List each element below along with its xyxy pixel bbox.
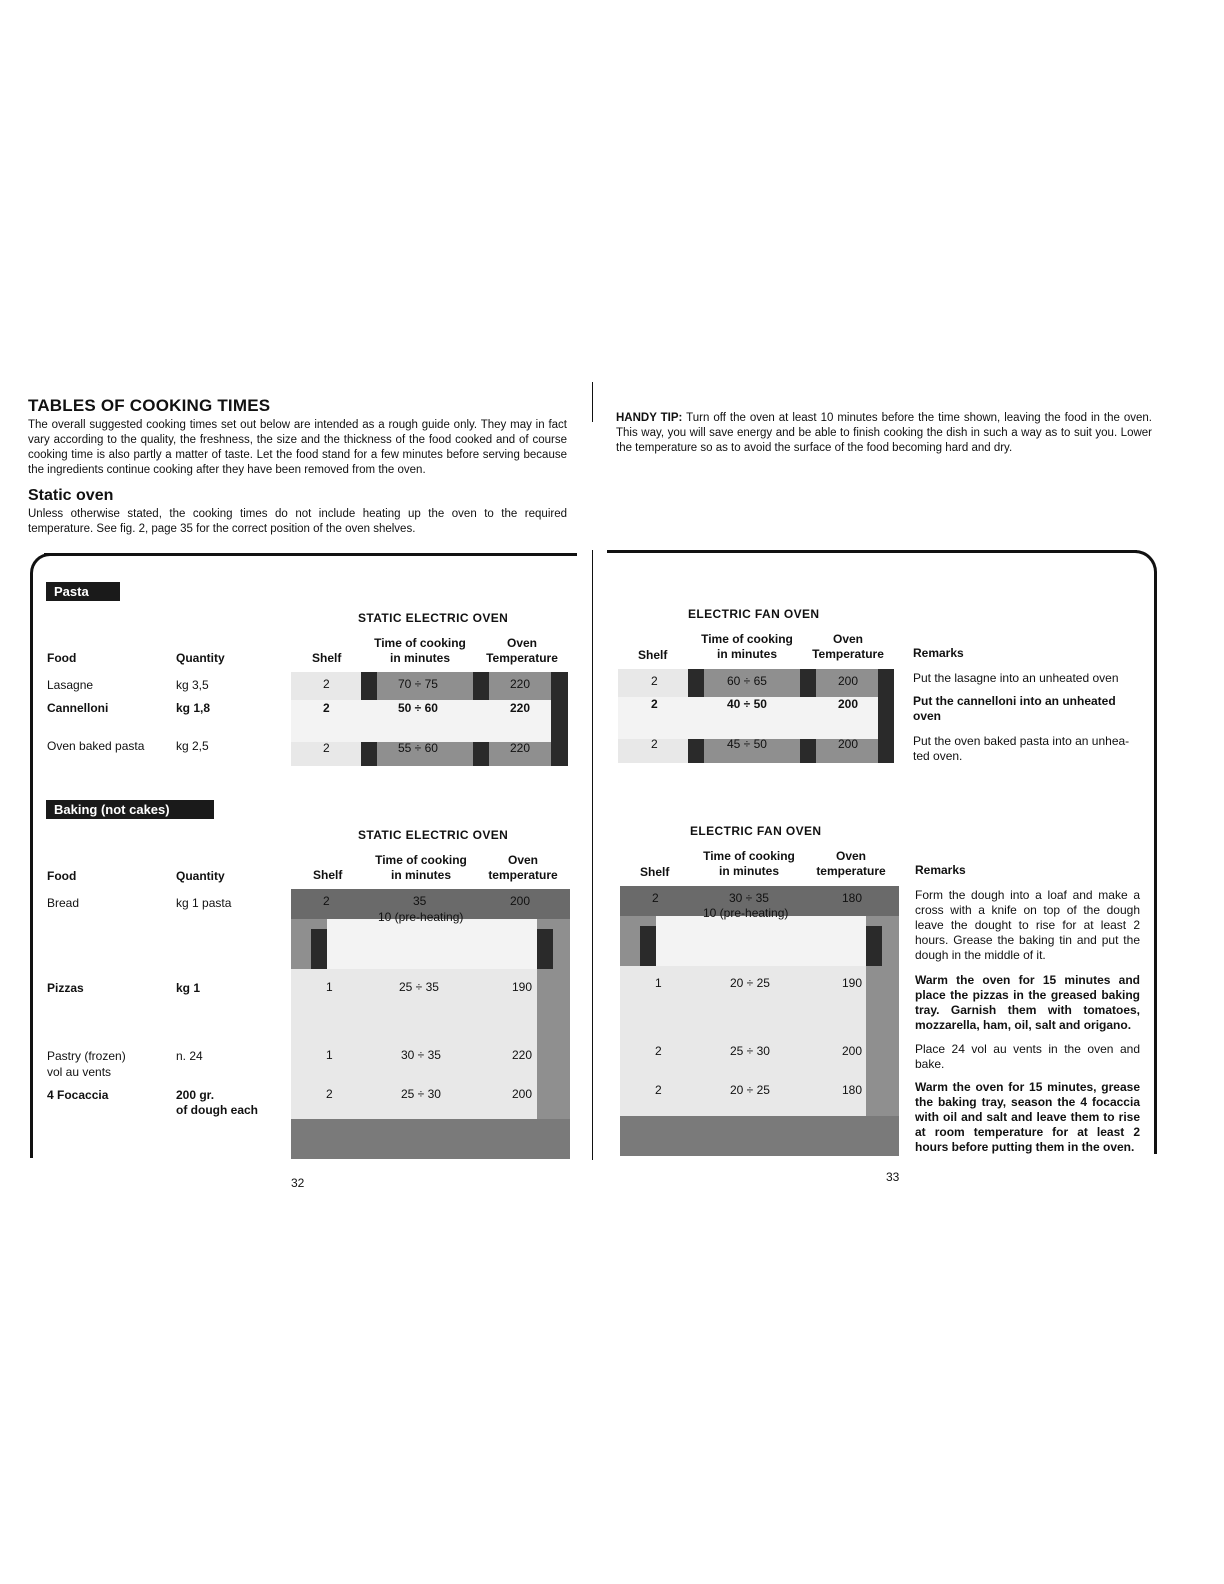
center-divider bbox=[592, 550, 593, 1160]
pasta-static-time-3: 55 ÷ 60 bbox=[398, 741, 438, 755]
baking-food-header: Food bbox=[47, 869, 77, 883]
baking-qty-pizzas: kg 1 bbox=[176, 981, 201, 995]
baking-static-time-1-preheat: 10 (pre-heating) bbox=[378, 910, 464, 924]
baking-static-shelf-3: 1 bbox=[326, 1048, 333, 1062]
baking-fan-shelf-3: 2 bbox=[655, 1044, 662, 1058]
pasta-fan-temp-header: Oven Temperature bbox=[812, 632, 884, 661]
pasta-fan-temp-2: 200 bbox=[838, 697, 859, 711]
baking-static-time-2: 25 ÷ 35 bbox=[399, 980, 439, 994]
pasta-food-lasagne: Lasagne bbox=[47, 678, 94, 692]
baking-static-temp-1: 200 bbox=[510, 894, 531, 908]
baking-static-time-4: 25 ÷ 30 bbox=[401, 1087, 441, 1101]
pasta-quantity-header: Quantity bbox=[176, 651, 225, 665]
handy-tip-label: HANDY TIP: bbox=[616, 412, 683, 424]
baking-fan-temp-1: 180 bbox=[842, 891, 863, 905]
baking-fan-time-1-preheat: 10 (pre-heating) bbox=[703, 906, 789, 920]
baking-qty-focaccia-line2: of dough each bbox=[176, 1103, 258, 1117]
baking-remark-pastry: Place 24 vol au vents in the oven and bake. bbox=[915, 1042, 1140, 1071]
baking-food-pastry-line2: vol au vents bbox=[47, 1065, 112, 1079]
baking-food-pizzas: Pizzas bbox=[47, 981, 84, 995]
pasta-fan-title: ELECTRIC FAN OVEN bbox=[688, 607, 820, 621]
baking-fan-temp-4: 180 bbox=[842, 1083, 863, 1097]
baking-remark-bread: Form the dough into a loaf and make a cross with a knife on top of the dough leave the dought to rise for at least 2 hours. Grease the baking tin and put the dough in the middle of it. bbox=[915, 888, 1140, 962]
pasta-static-shelf-1: 2 bbox=[323, 677, 330, 691]
baking-fan-time-header: Time of cooking in minutes bbox=[703, 849, 795, 878]
handy-tip bbox=[616, 411, 1152, 456]
baking-static-temp-3: 220 bbox=[512, 1048, 533, 1062]
baking-static-temp-4: 200 bbox=[512, 1087, 533, 1101]
pasta-fan-time-header: Time of cooking in minutes bbox=[701, 632, 793, 661]
pasta-fan-shelf-2: 2 bbox=[651, 697, 658, 711]
baking-static-shelf-2: 1 bbox=[326, 980, 333, 994]
pasta-fan-shelf-header: Shelf bbox=[638, 648, 668, 662]
baking-food-bread: Bread bbox=[47, 896, 80, 910]
pasta-qty-cannelloni: kg 1,8 bbox=[176, 701, 211, 715]
handy-tip-text: Turn off the oven at least 10 minutes before the time shown, leaving the food in the oven. This way, you will save energy and be able to finish cooking the dish in such a way as to suit you. Lower the temperature so as to avoid the surface of the food becoming hard and dry. bbox=[616, 412, 1152, 454]
pasta-fan-temp-3: 200 bbox=[838, 737, 859, 751]
pasta-fan-time-1: 60 ÷ 65 bbox=[727, 674, 767, 688]
baking-static-time-3: 30 ÷ 35 bbox=[401, 1048, 441, 1062]
pasta-static-time-1: 70 ÷ 75 bbox=[398, 677, 438, 691]
pasta-static-shelf-2: 2 bbox=[323, 701, 330, 715]
baking-food-focaccia: 4 Focaccia bbox=[47, 1088, 109, 1102]
right-frame-corner bbox=[1132, 550, 1157, 580]
pasta-food-oven-baked: Oven baked pasta bbox=[47, 739, 145, 753]
baking-fan-time-1: 30 ÷ 35 bbox=[729, 891, 769, 905]
baking-fan-temp-3: 200 bbox=[842, 1044, 863, 1058]
pasta-fan-temp-1: 200 bbox=[838, 674, 859, 688]
baking-static-temp-2: 190 bbox=[512, 980, 533, 994]
baking-qty-pastry: n. 24 bbox=[176, 1049, 203, 1063]
pasta-qty-lasagne: kg 3,5 bbox=[176, 678, 209, 692]
baking-static-shelf-1: 2 bbox=[323, 894, 330, 908]
baking-static-temp-header: Oven temperature bbox=[488, 853, 558, 882]
baking-fan-temp-header: Oven temperature bbox=[816, 849, 886, 878]
baking-remarks-header: Remarks bbox=[915, 863, 966, 877]
left-frame-corner bbox=[30, 553, 50, 583]
baking-remark-focaccia: Warm the oven for 15 minutes, grease the baking tray, season the 4 focaccia with oil and salt and leave them to rise at room temperature for at least 2 hours before putting them in the oven. bbox=[915, 1080, 1140, 1154]
pasta-fan-time-2: 40 ÷ 50 bbox=[727, 697, 767, 711]
static-oven-heading: Static oven bbox=[28, 487, 114, 504]
right-page-number: 33 bbox=[886, 1170, 900, 1184]
center-divider-top bbox=[592, 382, 593, 422]
pasta-remark-oven-baked: Put the oven baked pasta into an unhea- ted oven. bbox=[913, 734, 1130, 763]
pasta-fan-shelf-3: 2 bbox=[651, 737, 658, 751]
baking-fan-shelf-2: 1 bbox=[655, 976, 662, 990]
baking-quantity-header: Quantity bbox=[176, 869, 225, 883]
pasta-fan-time-3: 45 ÷ 50 bbox=[727, 737, 767, 751]
baking-qty-bread: kg 1 pasta bbox=[176, 896, 232, 910]
right-frame-side bbox=[1154, 577, 1157, 1154]
pasta-static-temp-header: Oven Temperature bbox=[486, 636, 558, 665]
baking-food-pastry: Pastry (frozen) bbox=[47, 1049, 126, 1063]
pasta-remark-lasagne: Put the lasagne into an unheated oven bbox=[913, 671, 1119, 685]
baking-static-time-1: 35 bbox=[413, 894, 427, 908]
pasta-static-temp-1: 220 bbox=[510, 677, 531, 691]
baking-fan-shelf-4: 2 bbox=[655, 1083, 662, 1097]
pasta-static-title: STATIC ELECTRIC OVEN bbox=[358, 611, 509, 625]
baking-fan-shelf-header: Shelf bbox=[640, 865, 670, 879]
left-page-number: 32 bbox=[291, 1176, 305, 1190]
baking-fan-temp-2: 190 bbox=[842, 976, 863, 990]
baking-fan-time-3: 25 ÷ 30 bbox=[730, 1044, 770, 1058]
pasta-fan-shelf-1: 2 bbox=[651, 674, 658, 688]
static-oven-paragraph: Unless otherwise stated, the cooking times do not include heating up the oven to the required temperature. See fig. 2, page 35 for the correct position of the oven shelves. bbox=[28, 508, 567, 535]
baking-fan-shelf-1: 2 bbox=[652, 891, 659, 905]
pasta-remarks-header: Remarks bbox=[913, 646, 964, 660]
pasta-food-cannelloni: Cannelloni bbox=[47, 701, 109, 715]
baking-fan-grid bbox=[620, 886, 899, 1156]
pasta-static-time-2: 50 ÷ 60 bbox=[398, 701, 438, 715]
baking-static-shelf-header: Shelf bbox=[313, 868, 343, 882]
baking-static-shelf-4: 2 bbox=[326, 1087, 333, 1101]
baking-fan-title: ELECTRIC FAN OVEN bbox=[690, 824, 822, 838]
left-frame-top bbox=[44, 553, 577, 556]
baking-remark-pizzas: Warm the oven for 15 minutes and place the pizzas in the greased baking tray. Garnish them with tomatoes, mozzarella, ham, oil, salt and origano. bbox=[915, 973, 1140, 1032]
baking-fan-time-4: 20 ÷ 25 bbox=[730, 1083, 770, 1097]
pasta-static-temp-3: 220 bbox=[510, 741, 531, 755]
right-frame-top bbox=[607, 550, 1137, 553]
baking-static-title: STATIC ELECTRIC OVEN bbox=[358, 828, 509, 842]
baking-section-tag: Baking (not cakes) bbox=[46, 800, 214, 819]
pasta-static-shelf-header: Shelf bbox=[312, 651, 342, 665]
pasta-section-tag: Pasta bbox=[46, 582, 120, 601]
page-title: TABLES OF COOKING TIMES bbox=[28, 396, 271, 415]
baking-static-time-header: Time of cooking in minutes bbox=[375, 853, 467, 882]
pasta-qty-oven-baked: kg 2,5 bbox=[176, 739, 209, 753]
pasta-remark-cannelloni: Put the cannelloni into an unheated oven bbox=[913, 694, 1116, 723]
baking-static-grid bbox=[291, 889, 570, 1159]
pasta-static-temp-2: 220 bbox=[510, 701, 531, 715]
pasta-static-time-header: Time of cooking in minutes bbox=[374, 636, 466, 665]
pasta-food-header: Food bbox=[47, 651, 77, 665]
intro-paragraph: The overall suggested cooking times set out below are intended as a rough guide only. They may in fact vary according to the quality, the freshness, the size and the thickness of the food cooked and of course cooking time is also partly a matter of taste. Let the food stand for a few minutes before serving because the ingredients continue cooking after they have been removed from the oven. bbox=[28, 419, 567, 476]
left-frame-side bbox=[30, 580, 33, 1158]
baking-fan-time-2: 20 ÷ 25 bbox=[730, 976, 770, 990]
baking-qty-focaccia: 200 gr. bbox=[176, 1088, 215, 1102]
pasta-static-shelf-3: 2 bbox=[323, 741, 330, 755]
